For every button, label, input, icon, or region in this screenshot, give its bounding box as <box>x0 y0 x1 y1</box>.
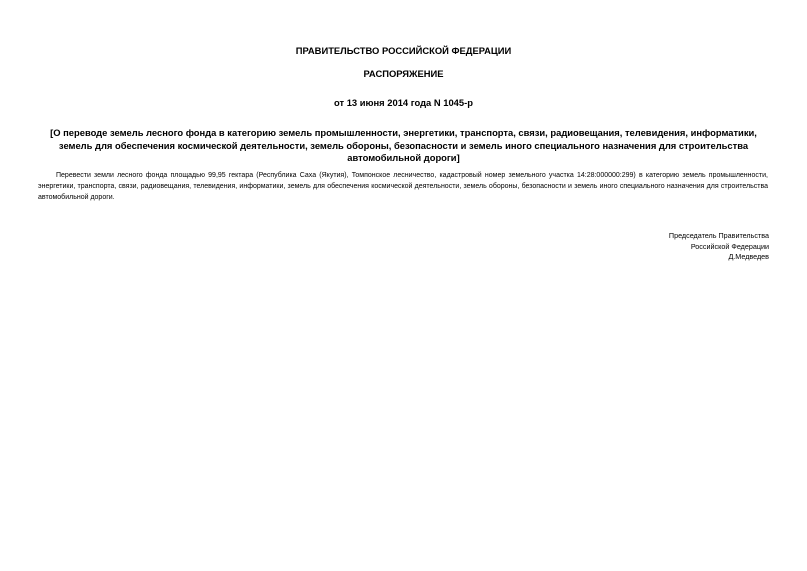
signer-position-line2: Российской Федерации <box>690 241 769 251</box>
document-title: [О переводе земель лесного фонда в категорию земель промышленности, энергетики, транспорта, связи, радиовещания, телевидения, информатики, земель для обеспечения космической деятельности, земель обороны, безопасности и земель иного специального назначения для строительства автомобильной дороги] <box>50 127 757 163</box>
signer-name: Д.Медведев <box>728 252 769 261</box>
document-body-paragraph: Перевести земли лесного фонда площадью 99,95 гектара (Республика Саха (Якутия), Томпонское лесничество, кадастровый номер земельного участка 14:28:000000:299) в категорию земель промышленности, энергетики, транспорта, связи, радиовещания, телевидения, информатики, земель для обеспечения космической деятельности, земель обороны, безопасности и земель иного специального назначения для строительства автомобильной дороги. <box>38 172 768 201</box>
signature-block <box>669 231 769 263</box>
signer-position-line1: Председатель Правительства <box>668 231 769 240</box>
document-date-number: от 13 июня 2014 года N 1045-р <box>334 97 473 108</box>
issuer-heading: ПРАВИТЕЛЬСТВО РОССИЙСКОЙ ФЕДЕРАЦИИ <box>295 45 512 56</box>
document-type-heading: РАСПОРЯЖЕНИЕ <box>363 68 444 79</box>
